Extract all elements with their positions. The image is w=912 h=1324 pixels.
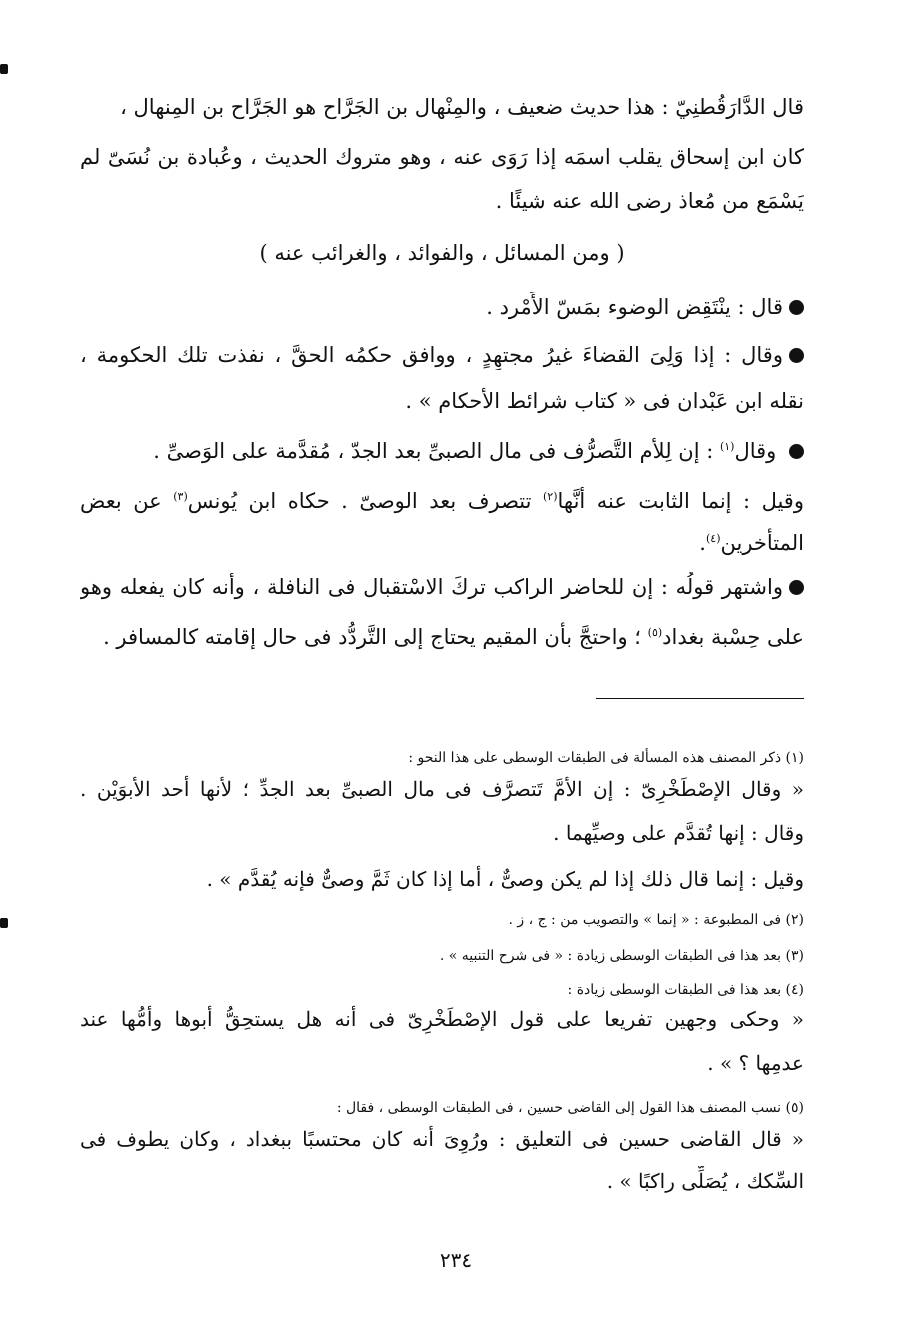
bullet-paragraph: واشتهر قولُه : إن للحاضر الراكب تركَ الاسْتقبال فى النافلة ، وأنه كان يفعله وهو bbox=[80, 572, 804, 602]
footnote-quote-line: وقيل : إنما قال ذلك إذا لم يكن وصىٌّ ، أما إذا كان ثَمَّ وصىٌّ فإنه يُقدَّم » . bbox=[206, 867, 804, 891]
page-number: ٢٣٤ bbox=[439, 1248, 473, 1272]
footnote-quote-line: « وقال الإصْطَخْرِىّ : إن الأمَّ تَتصرَّف فى مال الصبىِّ بعد الجدِّ ؛ لأنها أحد الأبوَيْن . bbox=[80, 777, 804, 801]
text-span: عن بعض bbox=[80, 489, 174, 513]
footnote-quote-line: عدمِها ؟ » . bbox=[707, 1051, 804, 1075]
text-line: قال الدَّارَقُطنِيّ : هذا حديث ضعيف ، والمِنْهال بن الجَرَّاح هو الجَرَّاح بن المِنهال ، bbox=[120, 95, 804, 119]
section-heading: ( ومن المسائل ، والفوائد ، والغرائب عنه ) bbox=[259, 241, 625, 265]
text-line: نقله ابن عَبْدان فى « كتاب شرائط الأحكام » . bbox=[405, 389, 804, 413]
text-span: . bbox=[699, 531, 706, 555]
footnote-ref[interactable]: (٢) bbox=[542, 490, 558, 503]
footnote-quote-line: « وحكى وجهين تفريعا على قول الإصْطَخْرِىّ فى أنه هل يستحِقُّ أبوها وأمُّها عند bbox=[80, 1007, 804, 1031]
text-span: وقال bbox=[734, 439, 777, 463]
footnote-ref[interactable]: (٣) bbox=[173, 490, 188, 503]
text-line bbox=[80, 524, 804, 558]
footnote-quote-line: السِّكك ، يُصَلِّى راكبًا » . bbox=[606, 1169, 804, 1193]
footnote-ref[interactable]: (٥) bbox=[647, 626, 663, 639]
page-edge-mark-top bbox=[0, 64, 8, 74]
text-span: المتأخرين bbox=[720, 531, 804, 555]
text-span: تتصرف بعد الوصىّ . حكاه ابن يُونس bbox=[187, 489, 543, 513]
footnote-2: (٢) فى المطبوعة : « إنما » والتصويب من : ج ، ز . bbox=[508, 912, 804, 928]
footnote-quote-line: وقال : إنها تُقدَّم على وصيِّهما . bbox=[553, 821, 804, 845]
footnote-4: (٤) بعد هذا فى الطبقات الوسطى زيادة : bbox=[567, 982, 804, 998]
bullet-paragraph bbox=[80, 432, 804, 466]
text-span: على حِسْبة بغداد bbox=[662, 625, 804, 649]
footnote-5: (٥) نسب المصنف هذا القول إلى القاضى حسين ، فى الطبقات الوسطى ، فقال : bbox=[336, 1100, 804, 1116]
text-span: وقيل : إنما الثابت عنه أنَّها bbox=[557, 489, 804, 513]
footnote-ref[interactable]: (٤) bbox=[705, 532, 721, 545]
footnote-3: (٣) بعد هذا فى الطبقات الوسطى زيادة : « فى شرح التنبيه » . bbox=[439, 948, 804, 964]
bullet-paragraph: وقال : إذا وَلِىَ القضاءَ غيرُ مجتهِدٍ ، ووافق حكمُه الحقَّ ، نفذت تلك الحكومة ، bbox=[80, 340, 804, 370]
text-line bbox=[80, 482, 804, 516]
footnote-separator bbox=[596, 698, 804, 699]
text-span: : إن لِلأم التَّصرُّف فى مال الصبىِّ بعد الجدّ ، مُقدَّمة على الوَصىِّ . bbox=[153, 439, 720, 463]
footnote-1: (١) ذكر المصنف هذه المسألة فى الطبقات الوسطى على هذا النحو : bbox=[408, 750, 804, 766]
bullet-paragraph: قال : ينْتَقِض الوضوء بمَسّ الأَمْرد . bbox=[80, 292, 804, 322]
text-span: ؛ واحتجَّ بأن المقيم يحتاج إلى التَّردُّد فى حال إقامته كالمسافر . bbox=[103, 625, 648, 649]
page-edge-mark-bottom bbox=[0, 918, 8, 928]
text-line: كان ابن إسحاق يقلب اسمَه إذا رَوَى عنه ، وهو متروك الحديث ، وعُبادة بن نُسَىّ لم bbox=[80, 145, 804, 169]
text-line: يَسْمَع من مُعاذ رضى الله عنه شيئًا . bbox=[495, 189, 804, 213]
footnote-ref[interactable]: (١) bbox=[719, 440, 735, 453]
text-line bbox=[80, 618, 804, 652]
footnote-quote-line: « قال القاضى حسين فى التعليق : ورُوِىَ أنه كان محتسبًا ببغداد ، وكان يطوف فى bbox=[80, 1127, 804, 1151]
